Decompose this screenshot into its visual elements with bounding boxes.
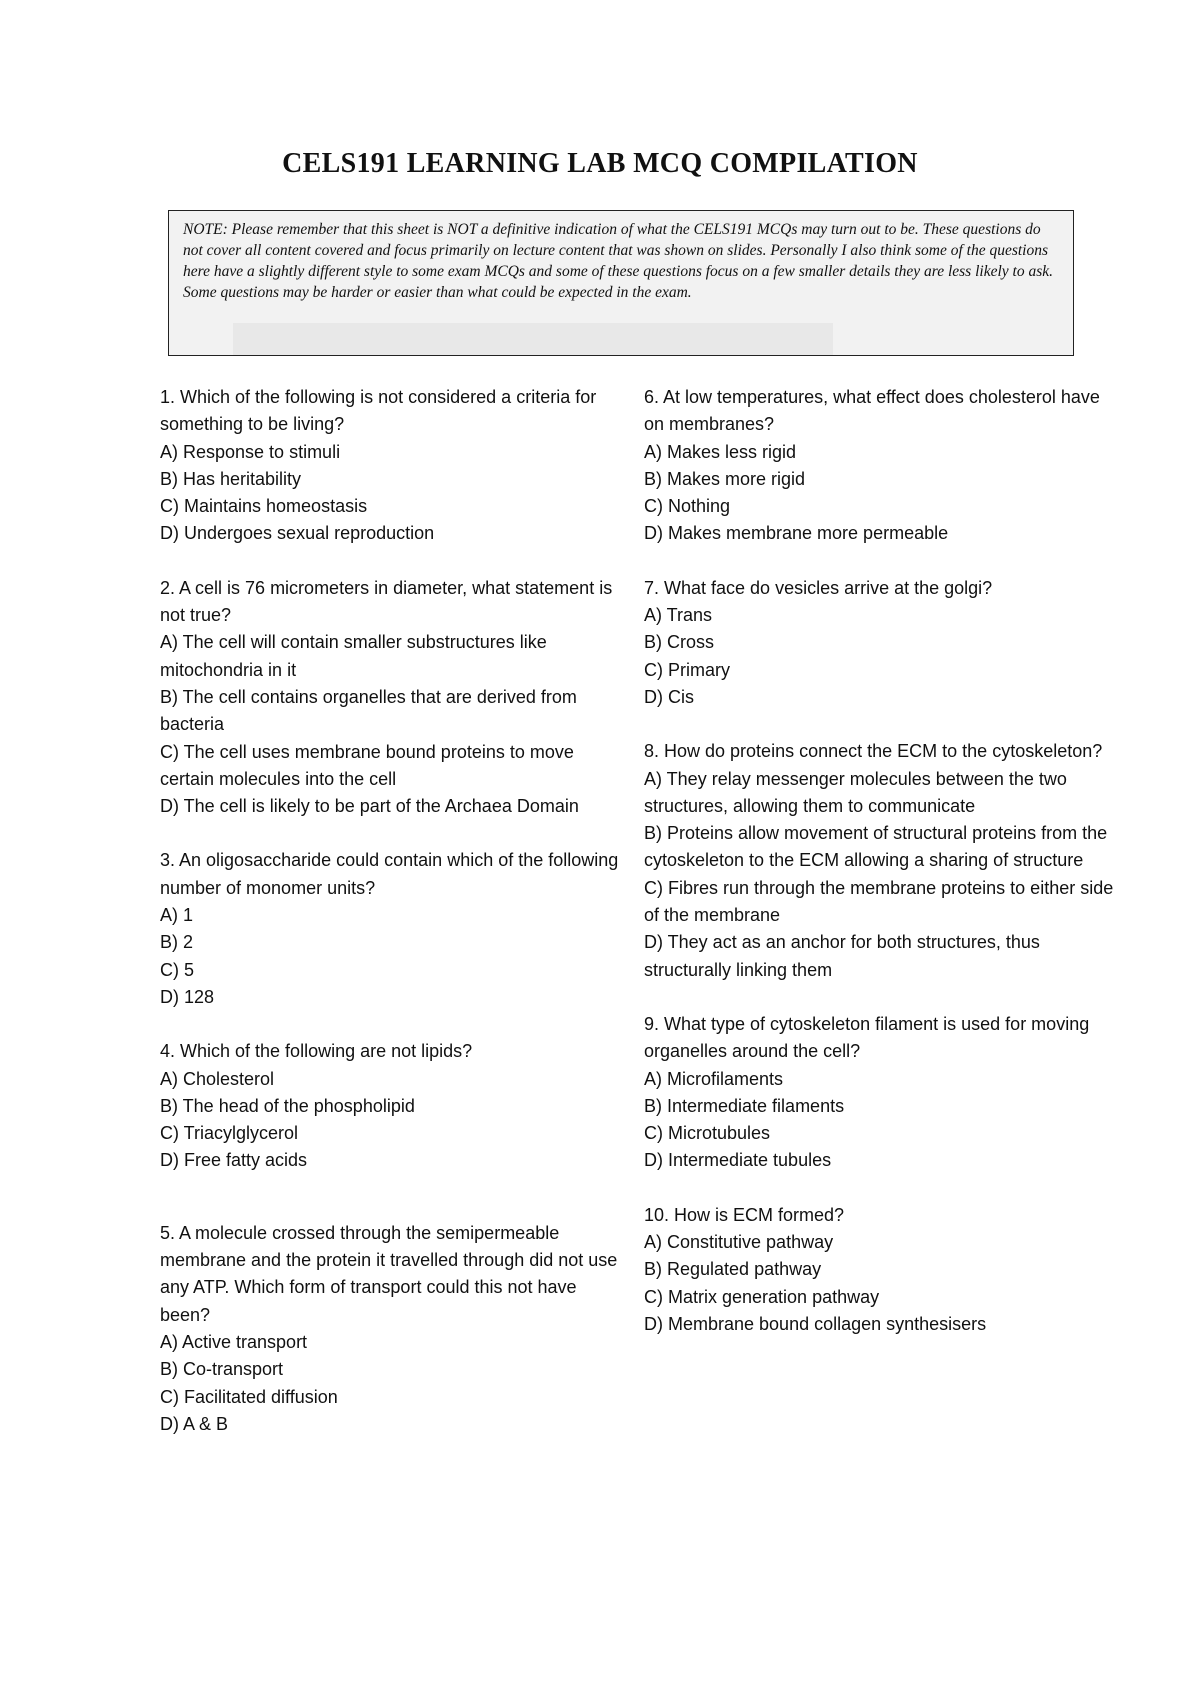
question-block bbox=[644, 575, 1114, 711]
answer-option: A) 1 bbox=[160, 905, 194, 926]
page-title: CELS191 LEARNING LAB MCQ COMPILATION bbox=[282, 148, 918, 179]
answer-option: D) Intermediate tubules bbox=[644, 1150, 832, 1171]
answer-option: D) Undergoes sexual reproduction bbox=[160, 523, 435, 544]
answer-option: D) Cis bbox=[644, 686, 694, 707]
answer-option: C) Fibres run through the membrane proteins to either side of the membrane bbox=[644, 877, 1114, 926]
answer-option: C) Microtubules bbox=[644, 1123, 771, 1144]
question-text: 3. An oligosaccharide could contain which of the following number of monomer units? bbox=[160, 850, 619, 898]
answer-option: A) The cell will contain smaller substructures like mitochondria in it bbox=[160, 632, 547, 680]
answer-option: A) Constitutive pathway bbox=[644, 1232, 834, 1253]
note-highlight-strip bbox=[233, 323, 833, 355]
answer-option: C) Maintains homeostasis bbox=[160, 496, 368, 517]
answer-option: B) The head of the phospholipid bbox=[160, 1095, 415, 1116]
question-text: 9. What type of cytoskeleton filament is used for moving organelles around the cell? bbox=[644, 1013, 1090, 1062]
question-block bbox=[160, 575, 630, 821]
answer-option: D) The cell is likely to be part of the Archaea Domain bbox=[160, 796, 579, 817]
note-text: NOTE: Please remember that this sheet is NOT a definitive indication of what the CELS191 MCQs may turn out to be. These questions do not cover all content covered and focus primarily on lecture content that was shown on slides. Personally I also think some of the questions here have a slightly different style to some exam MCQs and some of these questions focus on a few smaller details they are less likely to ask. Some questions may be harder or easier than what could be expected in the exam. bbox=[183, 221, 1053, 301]
question-block bbox=[644, 384, 1114, 548]
answer-option: C) The cell uses membrane bound proteins to move certain molecules into the cell bbox=[160, 741, 574, 789]
answer-option: A) Makes less rigid bbox=[644, 441, 797, 462]
answer-option: A) Cholesterol bbox=[160, 1068, 275, 1089]
answer-option: B) The cell contains organelles that are derived from bacteria bbox=[160, 686, 577, 735]
question-text: 6. At low temperatures, what effect does cholesterol have on membranes? bbox=[644, 387, 1100, 435]
right-question-column bbox=[644, 384, 1114, 1365]
answer-option: A) They relay messenger molecules between the two structures, allowing them to communicate bbox=[644, 768, 1067, 816]
answer-option: B) Cross bbox=[644, 632, 715, 653]
answer-option: A) Response to stimuli bbox=[160, 441, 341, 462]
question-text: 1. Which of the following is not considered a criteria for something to be living? bbox=[160, 387, 597, 435]
answer-option: B) Regulated pathway bbox=[644, 1259, 822, 1280]
answer-option: B) Intermediate filaments bbox=[644, 1095, 845, 1116]
answer-option: C) Primary bbox=[644, 659, 730, 680]
question-block bbox=[160, 1220, 630, 1438]
answer-option: C) Triacylglycerol bbox=[160, 1123, 299, 1144]
question-text: 8. How do proteins connect the ECM to the cytoskeleton? bbox=[644, 741, 1103, 762]
question-block bbox=[160, 384, 630, 548]
answer-option: D) Membrane bound collagen synthesisers bbox=[644, 1313, 987, 1334]
question-block bbox=[160, 847, 630, 1011]
answer-option: D) They act as an anchor for both structures, thus structurally linking them bbox=[644, 932, 1040, 980]
answer-option: B) Proteins allow movement of structural proteins from the cytoskeleton to the ECM allowing a sharing of structure bbox=[644, 823, 1108, 871]
question-block bbox=[644, 1202, 1114, 1338]
answer-option: A) Trans bbox=[644, 605, 713, 626]
question-text: 7. What face do vesicles arrive at the golgi? bbox=[644, 577, 993, 598]
left-question-column bbox=[160, 384, 630, 1465]
note-box bbox=[168, 210, 1074, 356]
answer-option: B) 2 bbox=[160, 932, 194, 953]
question-block bbox=[644, 1011, 1114, 1175]
answer-option: D) A & B bbox=[160, 1413, 229, 1434]
answer-option: C) Nothing bbox=[644, 496, 731, 517]
answer-option: D) Free fatty acids bbox=[160, 1150, 308, 1171]
answer-option: C) Facilitated diffusion bbox=[160, 1386, 338, 1407]
answer-option: C) 5 bbox=[160, 959, 195, 980]
question-text: 2. A cell is 76 micrometers in diameter, what statement is not true? bbox=[160, 577, 613, 626]
question-block bbox=[644, 738, 1114, 984]
answer-option: A) Microfilaments bbox=[644, 1068, 784, 1089]
answer-option: D) 128 bbox=[160, 986, 215, 1007]
answer-option: A) Active transport bbox=[160, 1331, 308, 1352]
answer-option: B) Has heritability bbox=[160, 468, 302, 489]
answer-option: B) Makes more rigid bbox=[644, 468, 806, 489]
answer-option: D) Makes membrane more permeable bbox=[644, 523, 949, 544]
question-text: 4. Which of the following are not lipids? bbox=[160, 1041, 473, 1062]
question-text: 10. How is ECM formed? bbox=[644, 1204, 845, 1225]
answer-option: C) Matrix generation pathway bbox=[644, 1286, 880, 1307]
question-block bbox=[160, 1038, 630, 1174]
answer-option: B) Co-transport bbox=[160, 1359, 284, 1380]
question-text: 5. A molecule crossed through the semipermeable membrane and the protein it travelled through did not use any ATP. Which form of transport could this not have been? bbox=[160, 1222, 618, 1325]
